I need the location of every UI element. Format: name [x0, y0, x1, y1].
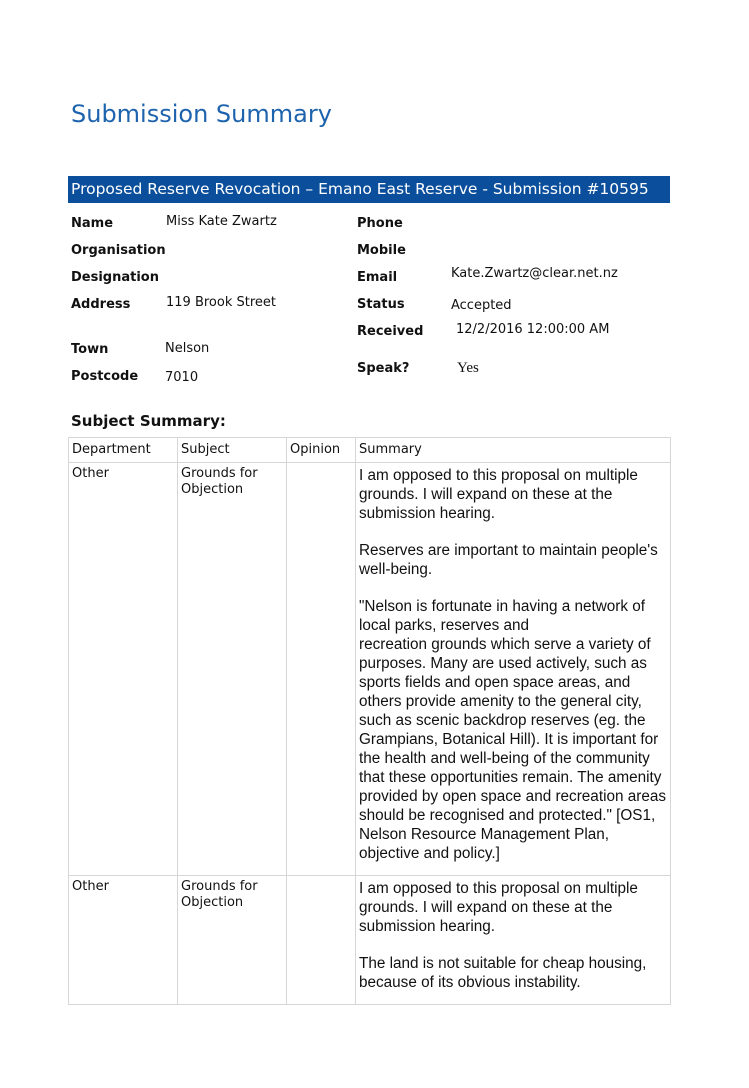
- summary-cell: [356, 876, 671, 1005]
- submission-banner: Proposed Reserve Revocation – Emano East Reserve - Submission #10595: [68, 176, 670, 203]
- column-header-opinion: Opinion: [287, 438, 356, 463]
- address-value: 119 Brook Street: [166, 295, 276, 310]
- department-cell: Other: [69, 876, 178, 1005]
- status-badge: Accepted: [451, 298, 512, 313]
- town-label: Town: [71, 342, 109, 357]
- table-row: [69, 463, 671, 876]
- received-label: Received: [357, 324, 424, 339]
- summary-paragraph: I am opposed to this proposal on multiple grounds. I will expand on these at the submission hearing.: [359, 467, 638, 522]
- mobile-label: Mobile: [357, 243, 406, 258]
- subject-summary-table: [68, 437, 671, 1005]
- postcode-label: Postcode: [71, 369, 139, 384]
- name-label: Name: [71, 216, 114, 231]
- postcode-value: 7010: [165, 370, 199, 385]
- designation-label: Designation: [71, 270, 159, 285]
- opinion-cell: [287, 463, 356, 876]
- table-header-row: [69, 438, 671, 463]
- subject-summary-heading: Subject Summary:: [71, 412, 226, 430]
- summary-cell: [356, 463, 671, 876]
- summary-paragraph: Reserves are important to maintain people's well-being.: [359, 542, 658, 578]
- summary-paragraph: The land is not suitable for cheap housing, because of its obvious instability.: [359, 955, 647, 991]
- organisation-label: Organisation: [71, 243, 166, 258]
- name-value: Miss Kate Zwartz: [166, 214, 277, 229]
- table-row: [69, 876, 671, 1005]
- column-header-department: Department: [69, 438, 178, 463]
- column-header-subject: Subject: [178, 438, 287, 463]
- opinion-cell: [287, 876, 356, 1005]
- department-cell: Other: [69, 463, 178, 876]
- address-label: Address: [71, 297, 131, 312]
- column-header-summary: Summary: [356, 438, 671, 463]
- subject-cell: Grounds for Objection: [178, 876, 287, 1005]
- page-title: Submission Summary: [71, 100, 332, 128]
- email-label: Email: [357, 270, 398, 285]
- speak-value: Yes: [457, 360, 479, 376]
- town-value: Nelson: [165, 341, 210, 356]
- status-label: Status: [357, 297, 405, 312]
- summary-paragraph: "Nelson is fortunate in having a network of local parks, reserves and recreation grounds which serve a variety of purposes. Many are used actively, such as sports fields and open space areas, and others provide amenity to the general city, such as scenic backdrop reserves (eg. the Grampians, Botanical Hill). It is important for the health and well-being of the community that these opportunities remain. The amenity provided by open space and recreation areas should be recognised and protected." [OS1, Nelson Resource Management Plan, objective and policy.]: [359, 598, 666, 862]
- phone-label: Phone: [357, 216, 403, 231]
- subject-cell: Grounds for Objection: [178, 463, 287, 876]
- received-value: 12/2/2016 12:00:00 AM: [456, 322, 610, 337]
- email-value: Kate.Zwartz@clear.net.nz: [451, 266, 618, 281]
- speak-label: Speak?: [357, 361, 410, 376]
- summary-paragraph: I am opposed to this proposal on multiple grounds. I will expand on these at the submission hearing.: [359, 880, 638, 935]
